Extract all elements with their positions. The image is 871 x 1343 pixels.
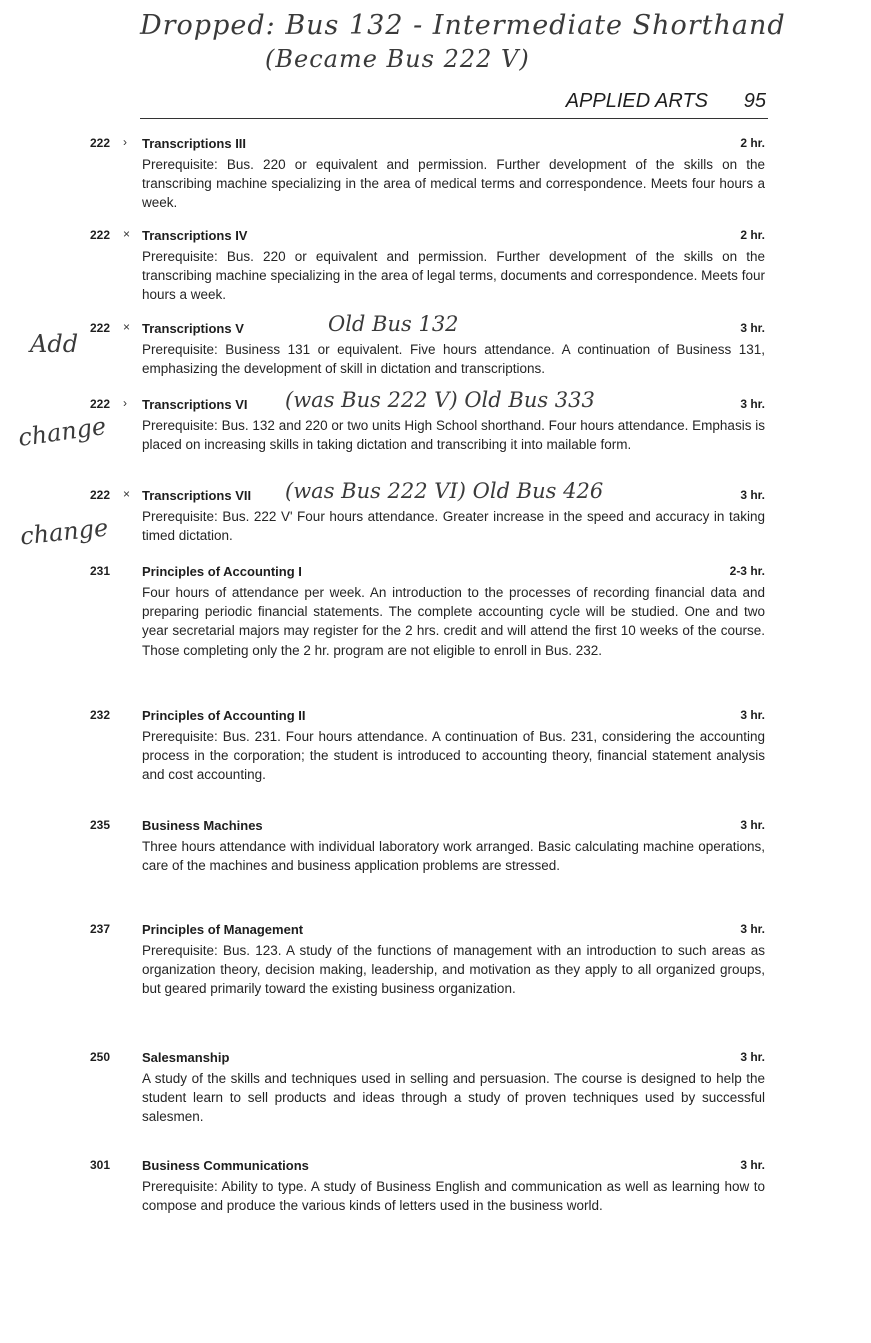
page-header bbox=[140, 88, 768, 119]
course-description: Prerequisite: Bus. 123. A study of the functions of management with an introduction to such areas as organization theory, decision making, leadership, and motivation as they apply to all organized groups, but geared primarily toward the existing business organization. bbox=[142, 943, 765, 997]
course-entry bbox=[90, 708, 765, 785]
course-description: Prerequisite: Bus. 132 and 220 or two units High School shorthand. Four hours attendance. Emphasis is placed on increasing skills in taking dictation and transcribing it into mailable form. bbox=[142, 418, 765, 453]
course-number: 222 bbox=[90, 397, 111, 411]
course-description: Prerequisite: Ability to type. A study of Business English and communication as well as learning how to compose and produce the various kinds of letters used in the business world. bbox=[142, 1179, 765, 1214]
course-credit: 3 hr. bbox=[740, 708, 765, 722]
course-title: Salesmanship bbox=[142, 1050, 230, 1065]
course-credit: 3 hr. bbox=[740, 488, 765, 502]
handwritten-was-bus-note: (was Bus 222 VI) Old Bus 426 bbox=[285, 479, 604, 503]
course-credit: 3 hr. bbox=[740, 818, 765, 832]
course-title: Transcriptions VII bbox=[142, 488, 252, 503]
course-entry bbox=[90, 1050, 765, 1127]
course-number: 237 bbox=[90, 922, 111, 936]
course-credit: 2 hr. bbox=[740, 136, 765, 150]
cross-mark-icon: × bbox=[123, 227, 131, 241]
margin-note-add: Add bbox=[30, 330, 79, 358]
section-title: APPLIED ARTS bbox=[565, 90, 708, 112]
course-title: Principles of Accounting I bbox=[142, 564, 302, 579]
course-number: 222 bbox=[90, 488, 111, 502]
course-title: Transcriptions III bbox=[142, 136, 247, 151]
course-description: Prerequisite: Bus. 231. Four hours attendance. A continuation of Bus. 231, considering the accounting process in the corporation; the student is introduced to accounting theory, financial statement analysis and cost accounting. bbox=[142, 729, 765, 783]
handwritten-dropped-note: Dropped: Bus 132 - Intermediate Shorthand bbox=[140, 10, 786, 41]
course-number: 232 bbox=[90, 708, 111, 722]
course-title: Transcriptions VI bbox=[142, 397, 248, 412]
course-number: 222 bbox=[90, 321, 111, 335]
margin-note-change: change bbox=[16, 411, 108, 453]
course-entry bbox=[90, 1158, 765, 1215]
course-entry bbox=[90, 388, 765, 454]
course-entry bbox=[90, 136, 765, 213]
course-credit: 2 hr. bbox=[740, 228, 765, 242]
course-entry bbox=[90, 564, 765, 660]
page-number: 95 bbox=[743, 90, 766, 112]
course-description: A study of the skills and techniques used in selling and persuasion. The course is designed to help the student learn to sell products and ideas through a study of proven techniques used by successful salesmen. bbox=[142, 1071, 765, 1125]
course-description: Prerequisite: Business 131 or equivalent. Five hours attendance. A continuation of Business 131, emphasizing the development of skill in dictation and transcriptions. bbox=[142, 342, 765, 377]
course-number: 222 bbox=[90, 228, 111, 242]
course-credit: 3 hr. bbox=[740, 922, 765, 936]
course-description: Three hours attendance with individual laboratory work arranged. Basic calculating machine operations, care of the machines and business application problems are stressed. bbox=[142, 839, 765, 874]
margin-note-change: change bbox=[18, 513, 110, 551]
course-description: Prerequisite: Bus. 220 or equivalent and permission. Further development of the skills on the transcribing machine specializing in the area of legal terms, documents and correspondence. Meets four hours a week. bbox=[142, 249, 765, 303]
course-number: 301 bbox=[90, 1158, 111, 1172]
course-title: Transcriptions IV bbox=[142, 228, 248, 243]
course-title: Transcriptions V bbox=[142, 321, 244, 336]
course-credit: 3 hr. bbox=[740, 321, 765, 335]
handwritten-became-note: (Became Bus 222 V) bbox=[265, 45, 530, 73]
course-credit: 3 hr. bbox=[740, 1158, 765, 1172]
course-entry bbox=[90, 922, 765, 999]
course-title: Principles of Accounting II bbox=[142, 708, 306, 723]
course-description: Four hours of attendance per week. An introduction to the processes of recording financial data and preparing periodic financial statements. The complete accounting cycle will be studied. One and two year secretarial majors may register for the 2 hrs. credit and will attend the first 10 weeks of the course. Those completing only the 2 hr. program are not eligible to enroll in Bus. 232. bbox=[142, 585, 765, 658]
course-description: Prerequisite: Bus. 220 or equivalent and permission. Further development of the skills on the transcribing machine specializing in the area of medical terms and correspondence. Meets four hours a week. bbox=[142, 157, 765, 211]
course-entry bbox=[90, 479, 765, 545]
course-number: 235 bbox=[90, 818, 111, 832]
cross-mark-icon: × bbox=[123, 320, 131, 334]
course-title: Business Communications bbox=[142, 1158, 309, 1173]
course-entry bbox=[90, 228, 765, 305]
handwritten-old-bus-note: Old Bus 132 bbox=[328, 312, 459, 336]
check-mark-icon: › bbox=[123, 396, 127, 410]
course-credit: 3 hr. bbox=[740, 397, 765, 411]
course-number: 222 bbox=[90, 136, 111, 150]
handwritten-was-bus-note: (was Bus 222 V) Old Bus 333 bbox=[285, 388, 595, 412]
course-entry bbox=[90, 312, 765, 378]
course-number: 231 bbox=[90, 564, 111, 578]
check-mark-icon: › bbox=[123, 135, 127, 149]
course-title: Principles of Management bbox=[142, 922, 304, 937]
course-credit: 3 hr. bbox=[740, 1050, 765, 1064]
course-title: Business Machines bbox=[142, 818, 263, 833]
course-description: Prerequisite: Bus. 222 V' Four hours attendance. Greater increase in the speed and accuracy in taking timed dictation. bbox=[142, 509, 765, 544]
course-number: 250 bbox=[90, 1050, 111, 1064]
cross-mark-icon: × bbox=[123, 487, 131, 501]
course-credit: 2-3 hr. bbox=[729, 564, 765, 578]
course-entry bbox=[90, 818, 765, 875]
